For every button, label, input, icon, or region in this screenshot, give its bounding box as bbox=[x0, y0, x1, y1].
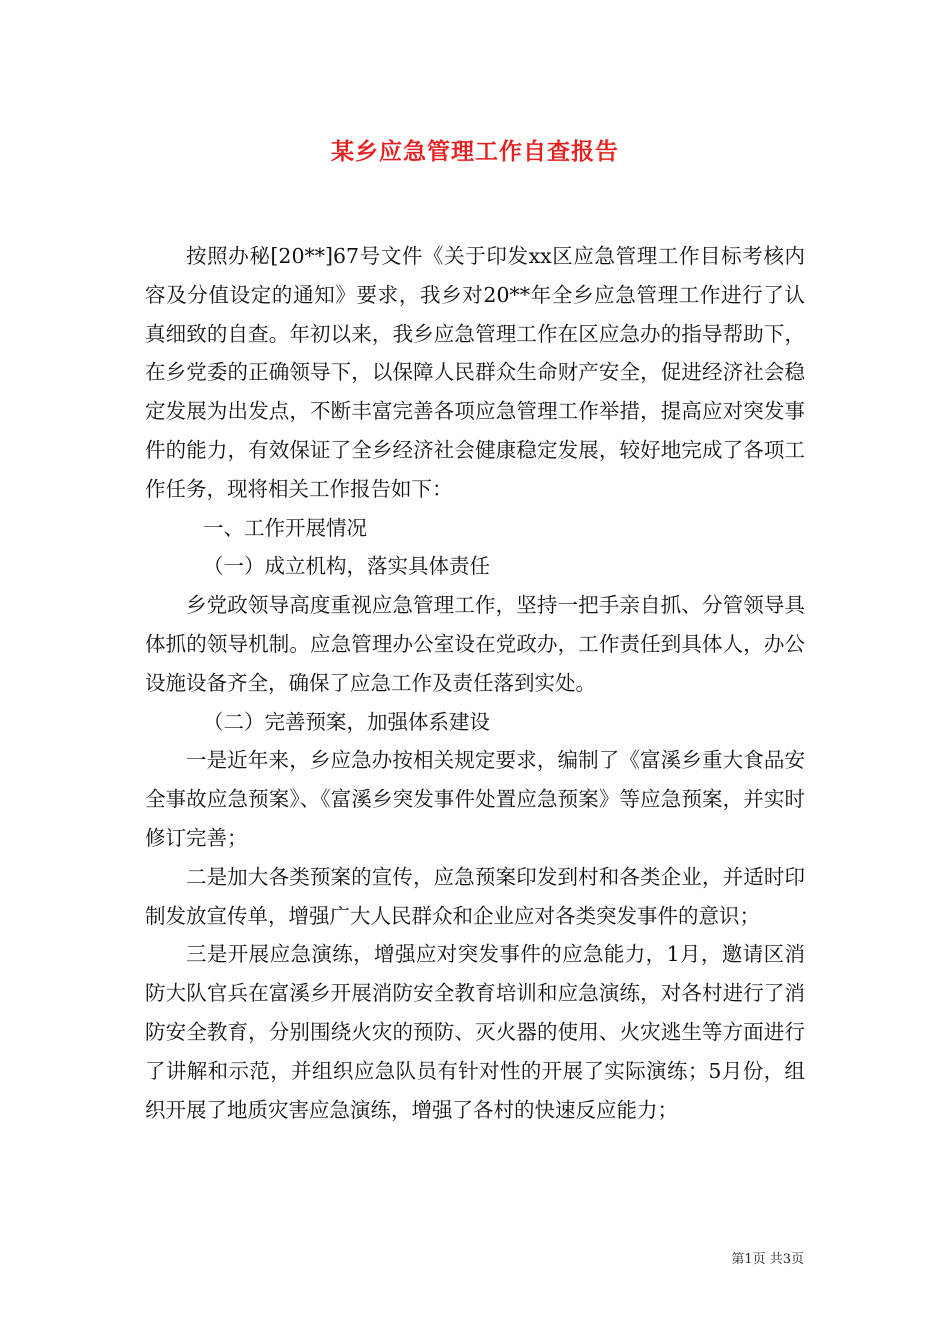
subsection-heading-2: （二）完善预案，加强体系建设 bbox=[203, 709, 490, 734]
paragraph-organization: 乡党政领导高度重视应急管理工作，坚持一把手亲自抓、分管领导具体抓的领导机制。应急管理办公室设在党政办，工作责任到具体人，办公设施设备齐全，确保了应急工作及责任落到实处。 bbox=[145, 593, 805, 695]
paragraph-plan-2: 二是加大各类预案的宣传，应急预案印发到村和各类企业，并适时印制发放宣传单，增强广大人民群众和企业应对各类突发事件的意识； bbox=[145, 864, 805, 928]
intro-paragraph: 按照办秘[20**]67号文件《关于印发xx区应急管理工作目标考核内容及分值设定的通知》要求，我乡对20**年全乡应急管理工作进行了认真细致的自查。年初以来，我乡应急管理工作在区应急办的指导帮助下，在乡党委的正确领导下，以保障人民群众生命财产安全，促进经济社会稳定发展为出发点，不断丰富完善各项应急管理工作举措，提高应对突发事件的能力，有效保证了全乡经济社会健康稳定发展，较好地完成了各项工作任务，现将相关工作报告如下： bbox=[145, 244, 805, 501]
section-heading-1: 一、工作开展情况 bbox=[203, 515, 367, 540]
document-title: 某乡应急管理工作自查报告 bbox=[331, 138, 619, 165]
document-body bbox=[145, 237, 805, 1129]
paragraph-plan-1: 一是近年来，乡应急办按相关规定要求，编制了《富溪乡重大食品安全事故应急预案》、《富溪乡突发事件处置应急预案》等应急预案，并实时修订完善； bbox=[145, 748, 805, 850]
subsection-heading-1: （一）成立机构，落实具体责任 bbox=[203, 554, 490, 579]
paragraph-plan-3: 三是开展应急演练，增强应对突发事件的应急能力，1月，邀请区消防大队官兵在富溪乡开展消防安全教育培训和应急演练，对各村进行了消防安全教育，分别围绕火灾的预防、灭火器的使用、火灾逃生等方面进行了讲解和示范，并组织应急队员有针对性的开展了实际演练；5月份，组织开展了地质灾害应急演练，增强了各村的快速反应能力； bbox=[145, 942, 805, 1122]
page-footer: 第1页 共3页 bbox=[731, 1252, 804, 1267]
